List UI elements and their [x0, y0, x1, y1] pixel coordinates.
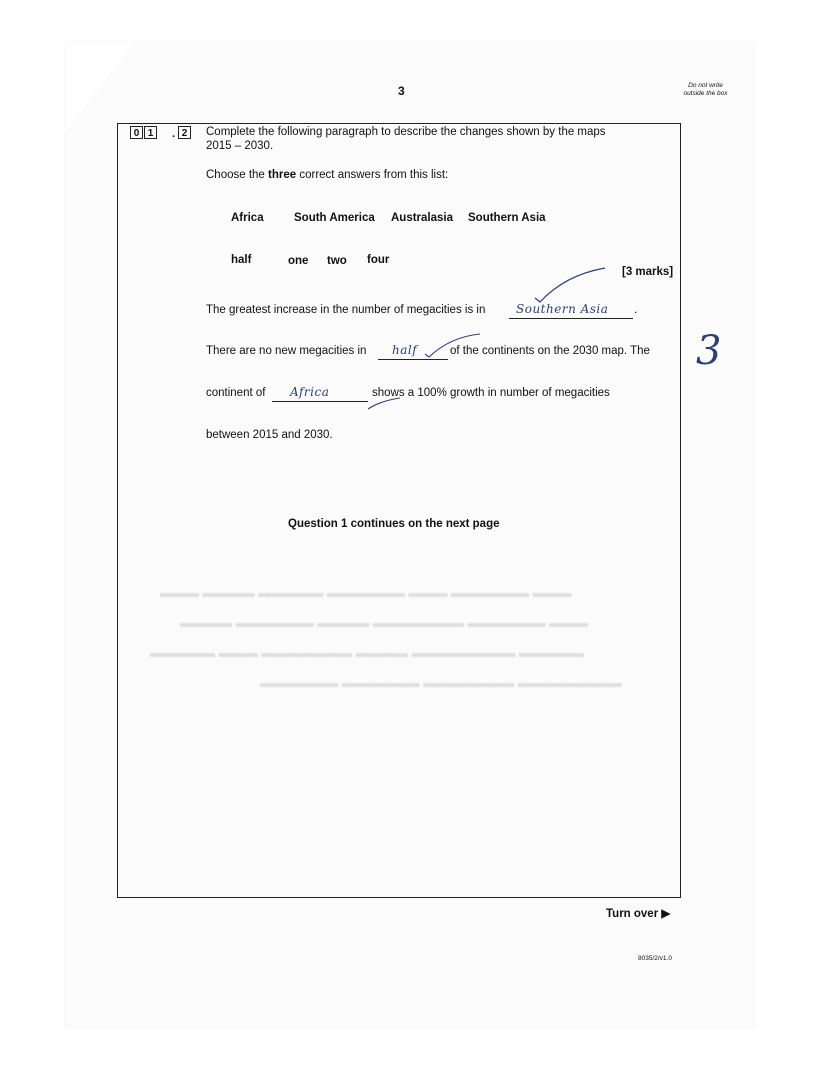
option-australasia: Australasia	[391, 212, 454, 224]
option-southern-asia: Southern Asia	[468, 212, 546, 224]
question-number-digit: 1	[144, 126, 157, 139]
sentence-3-text: continent of	[206, 387, 266, 399]
bleed-through-text: ▬▬▬ ▬▬▬▬ ▬▬▬▬▬ ▬▬▬▬▬▬ ▬▬▬ ▬▬▬▬▬▬ ▬▬▬	[160, 585, 572, 600]
instruction	[206, 169, 448, 181]
option-africa: Africa	[231, 212, 264, 224]
answer-blank-1	[509, 318, 633, 319]
option-south-america: South America	[294, 212, 375, 224]
answer-blank-3	[272, 401, 368, 402]
page-number: 3	[398, 84, 405, 98]
continues-note: Question 1 continues on the next page	[288, 518, 500, 530]
answer-box-frame	[117, 123, 681, 898]
tick-mark-icon	[520, 260, 610, 305]
bleed-through-text: ▬▬▬▬▬▬ ▬▬▬▬▬▬ ▬▬▬▬▬▬▬ ▬▬▬▬▬▬▬▬	[260, 675, 622, 690]
instruction-pre: Choose the	[206, 169, 265, 181]
option-four: four	[367, 254, 390, 266]
option-two: two	[327, 255, 347, 267]
bleed-through-text: ▬▬▬▬ ▬▬▬▬▬▬ ▬▬▬▬ ▬▬▬▬▬▬▬ ▬▬▬▬▬▬ ▬▬▬	[180, 615, 589, 630]
margin-note: Do not write outside the box	[683, 82, 728, 97]
handwritten-answer-1: Southern Asia	[516, 302, 609, 316]
question-number-dot: .	[172, 128, 176, 140]
sentence-1-end: .	[634, 304, 638, 316]
sentence-1-text: The greatest increase in the number of megacities is in	[206, 304, 486, 316]
instruction-bold: three	[268, 169, 297, 181]
option-half: half	[231, 254, 252, 266]
question-number-digit: 2	[178, 126, 191, 139]
marks-label: [3 marks]	[622, 266, 674, 278]
paper-code: 8035/2/v1.0	[638, 955, 672, 962]
question-number-digit: 0	[130, 126, 143, 139]
answer-blank-2	[378, 359, 448, 360]
question-prompt: Complete the following paragraph to describe the changes shown by the maps	[206, 126, 606, 138]
folded-corner	[65, 42, 135, 132]
handwritten-answer-3: Africa	[290, 385, 330, 399]
question-prompt-cont: 2015 – 2030.	[206, 140, 274, 152]
sentence-2-cont: of the continents on the 2030 map. The	[450, 345, 650, 357]
sentence-3-cont: shows a 100% growth in number of megacities	[372, 387, 610, 399]
bleed-through-text: ▬▬▬▬▬ ▬▬▬ ▬▬▬▬▬▬▬ ▬▬▬▬ ▬▬▬▬▬▬▬▬ ▬▬▬▬▬	[150, 645, 585, 660]
handwritten-answer-2: half	[392, 343, 418, 357]
instruction-post: correct answers from this list:	[299, 169, 449, 181]
option-one: one	[288, 255, 309, 267]
sentence-4-text: between 2015 and 2030.	[206, 429, 333, 441]
handwritten-score: 3	[696, 328, 722, 374]
turn-over: Turn over ▶	[606, 908, 671, 920]
sentence-2-text: There are no new megacities in	[206, 345, 367, 357]
